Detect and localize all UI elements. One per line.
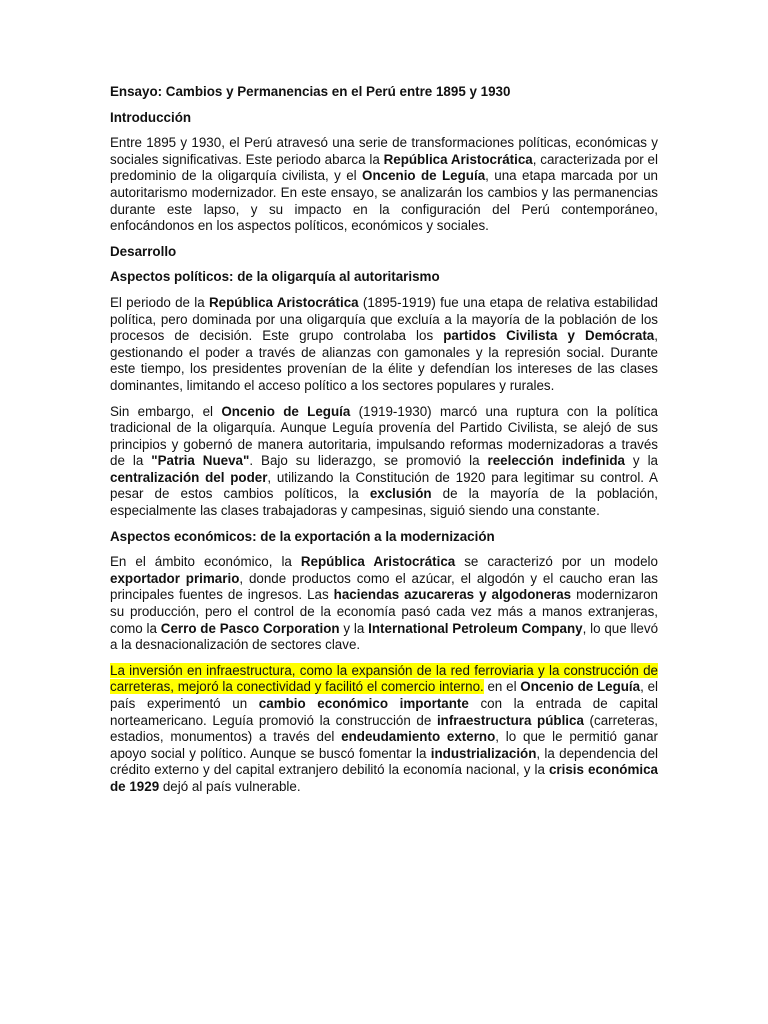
- bold-term: centralización del poder: [110, 469, 268, 485]
- text-run: Sin embargo, el: [110, 403, 222, 419]
- text-run: y la: [339, 620, 369, 636]
- intro-heading: Introducción: [110, 109, 192, 125]
- text-run: . Bajo su liderazgo, se promovió la: [249, 453, 488, 469]
- bold-term: Oncenio de Leguía: [520, 679, 641, 695]
- text-run: El periodo de la: [110, 294, 209, 310]
- text-run: Entre 1895 y 1930, el Perú atravesó una serie de transformaciones políticas, económicas y sociales significativas. Este periodo abarca la: [110, 135, 658, 167]
- political-paragraph-1: [110, 295, 658, 395]
- bold-term: industrialización: [430, 745, 537, 761]
- text-run: con la entrada de capital norteamericano. Leguía promovió la construcción de: [110, 696, 659, 728]
- bold-term: infraestructura pública: [436, 712, 584, 728]
- text-run: , utilizando la Constitución de 1920 para legitimar su control. A pesar de estos cambios políticos, la: [110, 469, 658, 502]
- political-heading: Aspectos políticos: de la oligarquía al autoritarismo: [110, 269, 440, 285]
- bold-term: cambio económico importante: [258, 696, 469, 711]
- bold-term: crisis económica de 1929: [110, 762, 658, 794]
- text-run: de la mayoría de la población, especialmente las clases trabajadoras y campesinas, siguió siendo una constante.: [110, 486, 658, 519]
- bold-term: Cerro de Pasco Corporation: [160, 620, 340, 636]
- political-paragraph-2: [110, 404, 658, 520]
- text-run: en el: [483, 679, 521, 695]
- text-run: , el país experimentó un: [110, 679, 658, 711]
- text-run: , caracterizada por el predominio de la oligarquía civilista, y el: [110, 151, 658, 184]
- highlighted-text: La inversión en infraestructura, como la expansión de la red ferroviaria y la construcción de carreteras, mejoró la conectividad y facilitó el comercio interno.: [110, 662, 658, 695]
- text-run: dejó al país vulnerable.: [159, 778, 301, 794]
- bold-term: exportador primario: [110, 570, 240, 586]
- text-run: (carreteras, estadios, monumentos) a través del: [110, 712, 659, 745]
- economic-paragraph-1: [110, 554, 658, 654]
- bold-term: International Petroleum Company: [368, 620, 583, 636]
- bold-term: República Aristocrática: [383, 151, 533, 167]
- bold-term: exclusión: [369, 486, 432, 502]
- text-run: , donde productos como el azúcar, el algodón y el caucho eran las principales fuentes de ingresos. Las: [110, 570, 658, 603]
- essay-title: Ensayo: Cambios y Permanencias en el Perú entre 1895 y 1930: [110, 84, 511, 99]
- text-run: (1895-1919) fue una etapa de relativa estabilidad política, pero dominada por una oligarquía que excluía a la mayoría de la población de los procesos de decisión. Este grupo controlaba los: [110, 294, 658, 344]
- text-run: , una etapa marcada por un autoritarismo modernizador. En este ensayo, se analizarán los cambios y las permanencias durante este lapso, y su impacto en la configuración del Perú contemporáneo, enfocándonos en los aspectos políticos, económicos y sociales.: [110, 168, 658, 234]
- text-run: (1919-1930) marcó una ruptura con la política tradicional de la oligarquía. Aunque Leguía provenía del Partido Civilista, se alejó de sus principios y gobernó de manera autoritaria, impulsando reformas modernizadoras a través de la: [110, 403, 658, 469]
- bold-term: reelección indefinida: [487, 453, 625, 469]
- bold-term: República Aristocrática: [300, 554, 456, 570]
- bold-term: endeudamiento externo: [341, 729, 496, 745]
- bold-term: partidos Civilista y Demócrata: [443, 328, 655, 344]
- economic-paragraph-2: [110, 663, 658, 796]
- text-run: , lo que le permitió ganar apoyo social y político. Aunque se buscó fomentar la: [110, 729, 658, 761]
- intro-paragraph: [110, 135, 658, 235]
- text-run: , lo que llevó a la desnacionalización de sectores clave.: [110, 620, 659, 653]
- economic-heading: Aspectos económicos: de la exportación a la modernización: [110, 528, 495, 544]
- bold-term: Oncenio de Leguía: [221, 403, 351, 419]
- bold-term: Oncenio de Leguía: [362, 168, 486, 184]
- text-run: En el ámbito económico, la: [110, 554, 301, 570]
- text-run: , gestionando el poder a través de alianzas con gamonales y la represión social. Durante este tiempo, los presidentes provenían de la élite y defendían los intereses de las clases dominantes, limitando el acceso político a los sectores populares y rurales.: [110, 328, 658, 393]
- text-run: se caracterizó por un modelo: [455, 554, 658, 570]
- bold-term: República Aristocrática: [208, 294, 359, 310]
- document-page: [110, 84, 658, 805]
- bold-term: haciendas azucareras y algodoneras: [333, 587, 572, 603]
- text-run: modernizaron su producción, pero el control de la economía pasó cada vez más a manos extranjeras, como la: [110, 587, 658, 636]
- text-run: y la: [624, 453, 659, 469]
- bold-term: "Patria Nueva": [151, 453, 250, 469]
- text-run: , la dependencia del crédito externo y del capital extranjero debilitó la economía nacional, y la: [110, 745, 658, 778]
- development-heading: Desarrollo: [110, 243, 177, 259]
